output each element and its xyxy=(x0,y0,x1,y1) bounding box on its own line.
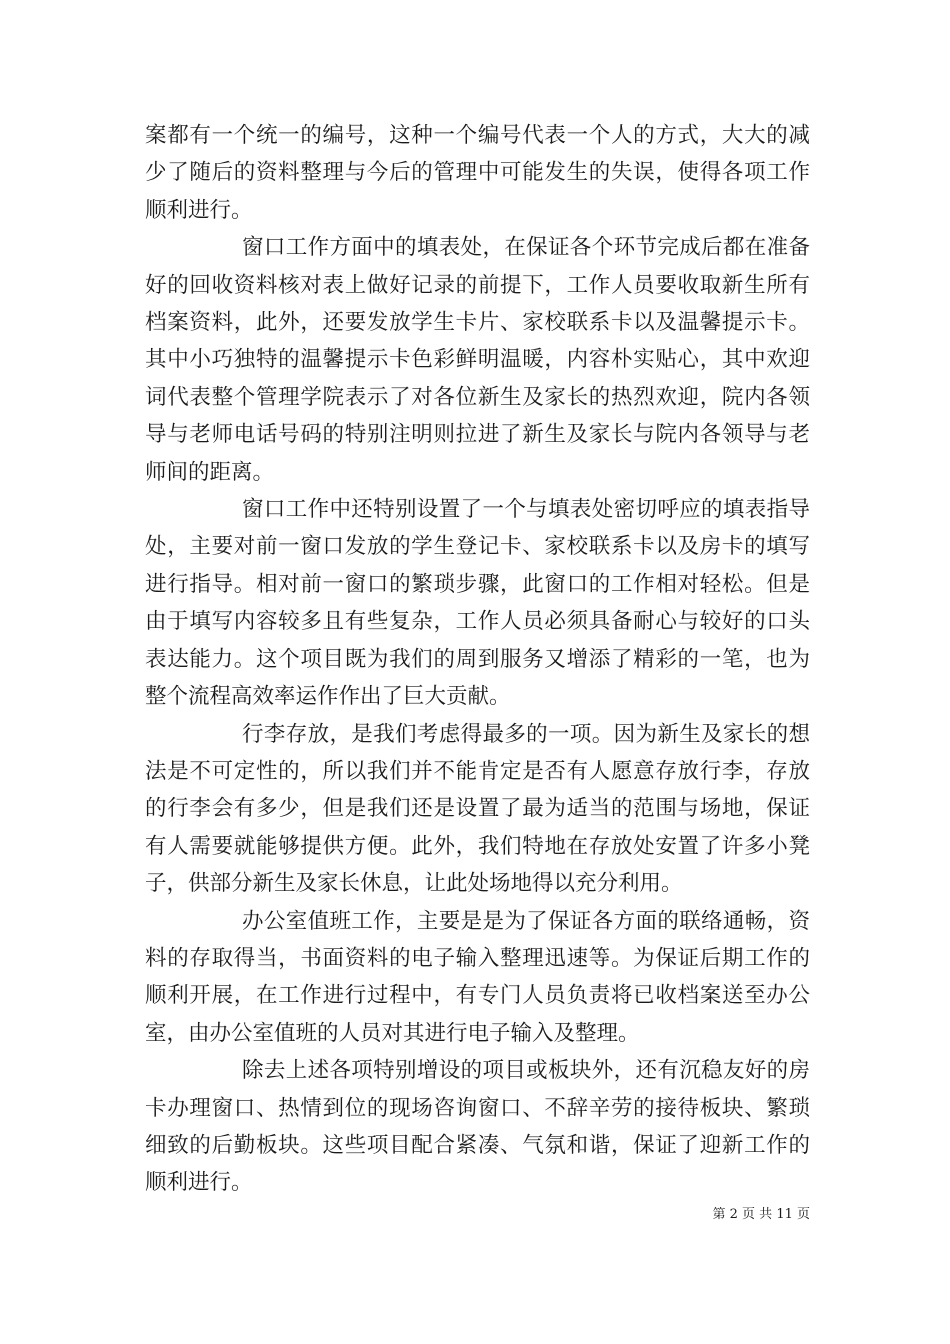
page-number-footer: 第 2 页 共 11 页 xyxy=(712,1207,810,1222)
paragraph-1: 案都有一个统一的编号，这种一个编号代表一个人的方式，大大的减少了随后的资料整理与今后的管理中可能发生的失误，使得各项工作顺利进行。 xyxy=(145,123,810,223)
paragraph-2: 窗口工作方面中的填表处，在保证各个环节完成后都在准备好的回收资料核对表上做好记录的前提下，工作人员要收取新生所有档案资料，此外，还要发放学生卡片、家校联系卡以及温馨提示卡。其中小巧独特的温馨提示卡色彩鲜明温暖，内容朴实贴心，其中欢迎词代表整个管理学院表示了对各位新生及家长的热烈欢迎，院内各领导与老师电话号码的特别注明则拉进了新生及家长与院内各领导与老师间的距离。 xyxy=(145,235,810,485)
paragraph-3: 窗口工作中还特别设置了一个与填表处密切呼应的填表指导处，主要对前一窗口发放的学生登记卡、家校联系卡以及房卡的填写进行指导。相对前一窗口的繁琐步骤，此窗口的工作相对轻松。但是由于填写内容较多且有些复杂，工作人员必须具备耐心与较好的口头表达能力。这个项目既为我们的周到服务又增添了精彩的一笔，也为整个流程高效率运作作出了巨大贡献。 xyxy=(145,497,810,710)
paragraph-5: 办公室值班工作，主要是是为了保证各方面的联络通畅，资料的存取得当，书面资料的电子输入整理迅速等。为保证后期工作的顺利开展，在工作进行过程中，有专门人员负责将已收档案送至办公室，由办公室值班的人员对其进行电子输入及整理。 xyxy=(145,908,810,1046)
document-body xyxy=(145,117,810,1202)
paragraph-6: 除去上述各项特别增设的项目或板块外，还有沉稳友好的房卡办理窗口、热情到位的现场咨询窗口、不辞辛劳的接待板块、繁琐细致的后勤板块。这些项目配合紧凑、气氛和谐，保证了迎新工作的顺利进行。 xyxy=(145,1058,810,1196)
paragraph-4: 行李存放，是我们考虑得最多的一项。因为新生及家长的想法是不可定性的，所以我们并不能肯定是否有人愿意存放行李，存放的行李会有多少，但是我们还是设置了最为适当的范围与场地，保证有人需要就能够提供方便。此外，我们特地在存放处安置了许多小凳子，供部分新生及家长休息，让此处场地得以充分利用。 xyxy=(145,721,810,897)
